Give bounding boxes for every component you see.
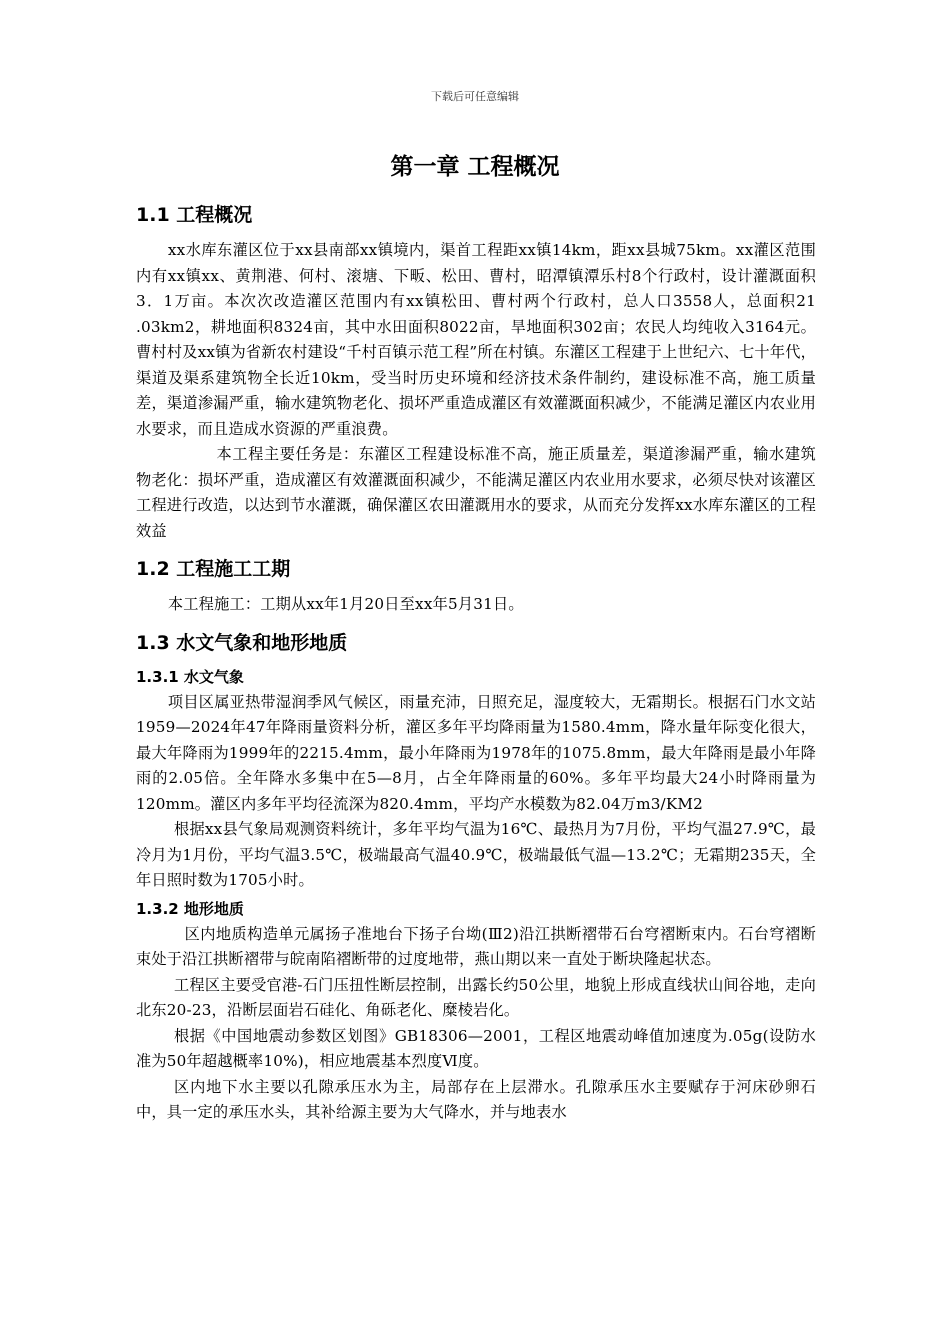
paragraph: 本工程施工：工期从xx年1月20日至xx年5月31日。 (167, 595, 524, 613)
header-note: 下载后可任意编辑 (431, 90, 519, 103)
paragraph: 根据《中国地震动参数区划图》GB18306—2001，工程区地震动峰值加速度为.05g(设防水准为50年超越概率10%)，相应地震基本烈度Ⅵ度。 (136, 1026, 816, 1070)
paragraph: xx水库东灌区位于xx县南部xx镇境内，渠首工程距xx镇14km，距xx县城75km。xx灌区范围内有xx镇xx、黄荆港、何村、滚塘、下畈、松田、曹村，昭潭镇潭乐村8个行政村，设计灌溉面积3．1万亩。本次次改造灌区范围内有xx镇松田、曹村两个行政村，总人口3558人，总面积21 .03km2，耕地面积8324亩，其中水田面积8022亩，旱地面积302亩；农民人均纯收入3164元。曹村村及xx镇为省新农村建设“千村百镇示范工程”所在村镇。东灌区工程建于上世纪六、七十年代，渠道及渠系建筑物全长近10km，受当时历史环境和经济技术条件制约，建设标准不高，施工质量差，渠道渗漏严重，输水建筑物老化、损坏严重造成灌区有效灌溉面积减少，不能满足灌区内农业用水要求，而且造成水资源的严重浪费。 (136, 241, 816, 438)
paragraph: 区内地质构造单元属扬子准地台下扬子台坳(Ⅲ2)沿江拱断褶带石台穹褶断束内。石台穹褶断束处于沿江拱断褶带与皖南陷褶断带的过度地带，燕山期以来一直处于断块隆起状态。 (136, 924, 816, 968)
paragraph: 项目区属亚热带湿润季风气候区，雨量充沛，日照充足，湿度较大，无霜期长。根据石门水文站1959—2024年47年降雨量资料分析，灌区多年平均降雨量为1580.4mm，降水量年际变化很大，最大年降雨为1999年的2215.4mm，最小年降雨为1978年的1075.8mm，最大年降雨是最小年降雨的2.05倍。全年降水多集中在5—8月，占全年降雨量的60%。多年平均最大24小时降雨量为120mm。灌区内多年平均径流深为820.4mm，平均产水模数为82.04万m3/KM2 (136, 692, 816, 813)
paragraph: 区内地下水主要以孔隙承压水为主，局部存在上层滞水。孔隙承压水主要赋存于河床砂卵石中，具一定的承压水头，其补给源主要为大气降水，并与地表水 (136, 1077, 816, 1121)
section-heading-1-3: 1.3 水文气象和地形地质 (136, 631, 348, 654)
paragraph: 本工程主要任务是：东灌区工程建设标准不高，施正质量差，渠道渗漏严重，输水建筑物老化：损坏严重，造成灌区有效灌溉面积减少，不能满足灌区内农业用水要求，必须尽快对该灌区工程进行改造，以达到节水灌溉，确保灌区农田灌溉用水的要求，从而充分发挥xx水库东灌区的工程效益 (136, 445, 816, 540)
document-body (136, 196, 816, 1126)
paragraph: 工程区主要受官港-石门压扭性断层控制，出露长约50公里，地貌上形成直线状山间谷地，走向北东20-23，沿断层面岩石硅化、角砾老化、糜棱岩化。 (136, 975, 816, 1019)
section-heading-1-1: 1.1 工程概况 (136, 204, 253, 226)
paragraph: 根据xx县气象局观测资料统计，多年平均气温为16℃、最热月为7月份，平均气温27.9℃，最冷月为1月份，平均气温3.5℃，极端最高气温40.9℃，极端最低气温—13.2℃；无霜期235天，全年日照时数为1705小时。 (136, 820, 816, 889)
chapter-title: 第一章 工程概况 (390, 154, 560, 180)
section-heading-1-2: 1.2 工程施工工期 (136, 558, 291, 580)
subsection-heading-1-3-1: 1.3.1 水文气象 (136, 667, 244, 686)
subsection-heading-1-3-2: 1.3.2 地形地质 (136, 899, 244, 918)
